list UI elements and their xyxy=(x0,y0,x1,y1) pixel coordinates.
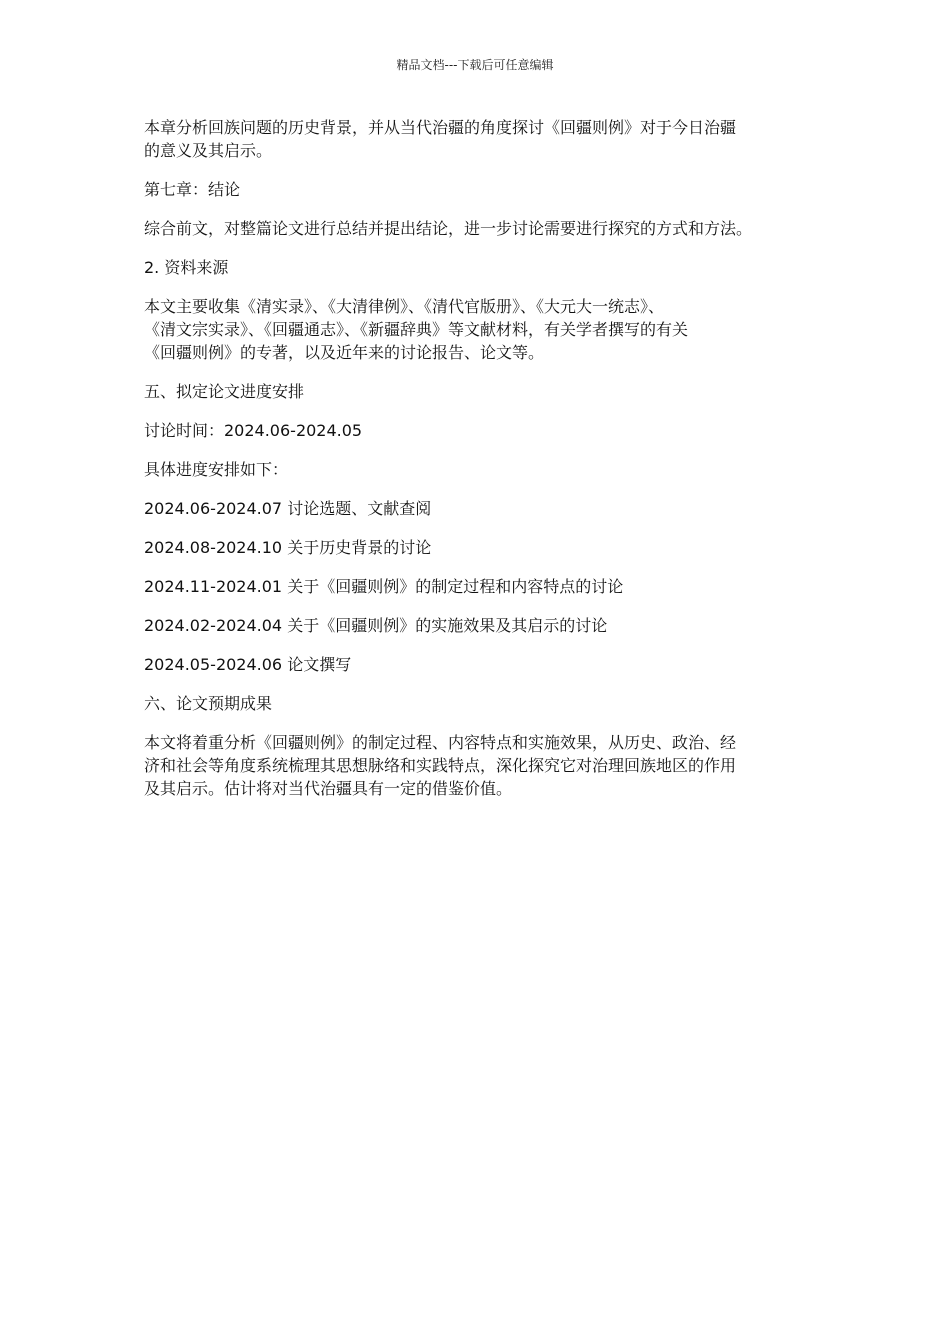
schedule-period xyxy=(144,419,824,442)
text-line: 2. 资料来源 xyxy=(144,258,229,277)
schedule-item xyxy=(144,575,824,598)
text-line: 综合前文，对整篇论文进行总结并提出结论，进一步讨论需要进行探究的方式和方法。 xyxy=(144,219,753,238)
text-line: 本文将着重分析《回疆则例》的制定过程、内容特点和实施效果，从历史、政治、经 xyxy=(144,733,737,752)
document-body xyxy=(144,116,824,816)
header-text: 精品文档---下载后可任意编辑 xyxy=(396,58,554,72)
text-line: 本文主要收集《清实录》、《大清律例》、《清代官版册》、《大元大一统志》、 xyxy=(144,297,665,316)
heading-chapter7 xyxy=(144,178,824,201)
heading-sources xyxy=(144,256,824,279)
text-line: 2024.06-2024.07 讨论选题、文献查阅 xyxy=(144,499,432,518)
text-line: 六、论文预期成果 xyxy=(144,694,273,713)
text-line: 2024.11-2024.01 关于《回疆则例》的制定过程和内容特点的讨论 xyxy=(144,577,624,596)
text-line: 的意义及其启示。 xyxy=(144,141,273,160)
paragraph-chapter6-summary xyxy=(144,116,824,162)
text-line: 2024.05-2024.06 论文撰写 xyxy=(144,655,352,674)
text-line: 2024.02-2024.04 关于《回疆则例》的实施效果及其启示的讨论 xyxy=(144,616,608,635)
text-line: 第七章：结论 xyxy=(144,180,241,199)
paragraph-sources xyxy=(144,295,824,364)
page-header xyxy=(0,57,950,73)
text-line: 济和社会等角度系统梳理其思想脉络和实践特点，深化探究它对治理回族地区的作用 xyxy=(144,756,737,775)
text-line: 《回疆则例》的专著，以及近年来的讨论报告、论文等。 xyxy=(144,343,545,362)
paragraph-chapter7-summary xyxy=(144,217,824,240)
heading-schedule xyxy=(144,380,824,403)
text-line: 具体进度安排如下： xyxy=(144,460,289,479)
schedule-intro xyxy=(144,458,824,481)
schedule-item xyxy=(144,497,824,520)
text-line: 讨论时间：2024.06-2024.05 xyxy=(144,421,363,440)
text-line: 五、拟定论文进度安排 xyxy=(144,382,305,401)
schedule-item xyxy=(144,536,824,559)
paragraph-expected-results xyxy=(144,731,824,800)
schedule-item xyxy=(144,653,824,676)
text-line: 本章分析回族问题的历史背景，并从当代治疆的角度探讨《回疆则例》对于今日治疆 xyxy=(144,118,737,137)
schedule-item xyxy=(144,614,824,637)
text-line: 2024.08-2024.10 关于历史背景的讨论 xyxy=(144,538,432,557)
text-line: 《清文宗实录》、《回疆通志》、《新疆辞典》等文献材料，有关学者撰写的有关 xyxy=(144,320,689,339)
text-line: 及其启示。估计将对当代治疆具有一定的借鉴价值。 xyxy=(144,779,513,798)
heading-expected-results xyxy=(144,692,824,715)
